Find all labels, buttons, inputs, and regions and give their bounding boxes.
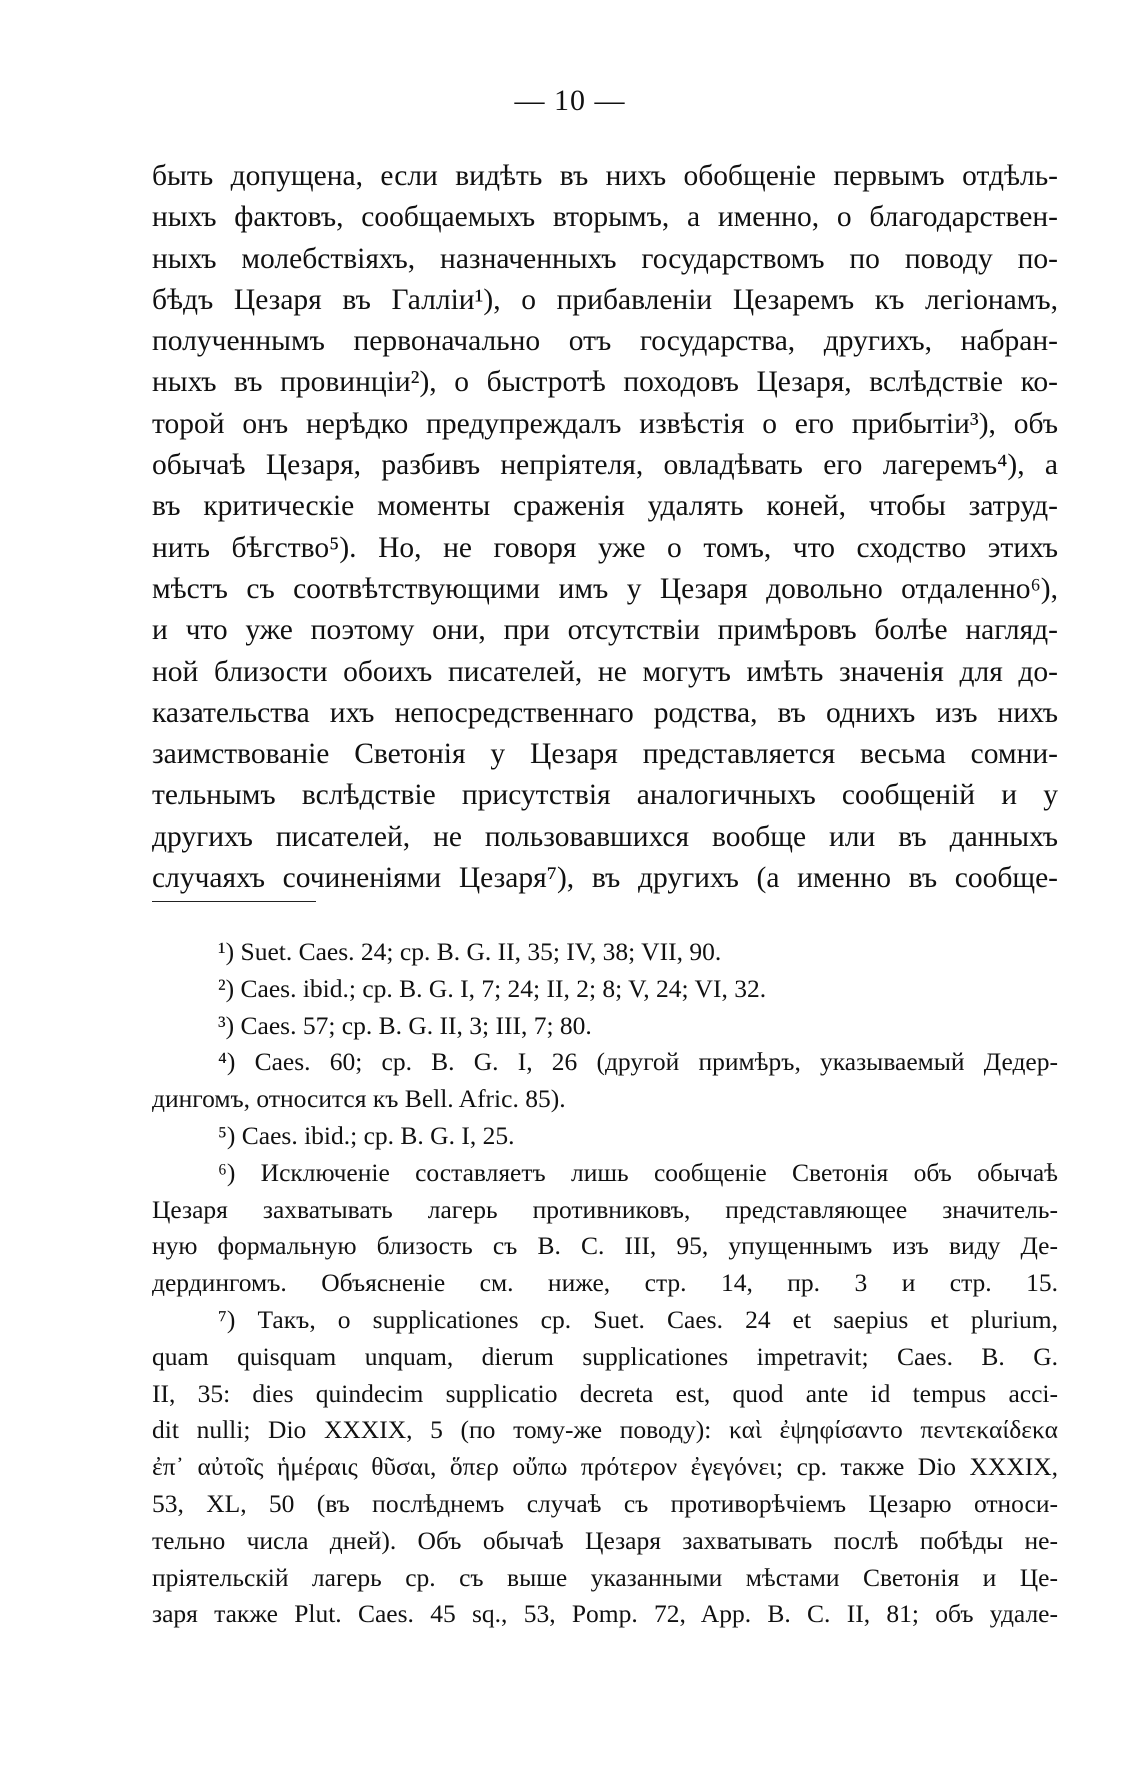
footnote-line: ную формальную близость съ B. C. III, 95, упущеннымъ изъ виду Де- — [152, 1231, 1058, 1261]
footnote-line: ⁶) Исключеніе составляетъ лишь сообщеніе Светонія объ обычаѣ — [218, 1157, 1058, 1187]
footnotes — [152, 934, 1058, 1633]
body-line: заимствованіе Светонія у Цезаря представляется весьма сомни- — [152, 738, 1058, 771]
footnote-line: заря также Plut. Caes. 45 sq., 53, Pomp. 72, App. B. C. II, 81; объ удале- — [152, 1599, 1058, 1629]
body-line: случаяхъ сочиненіями Цезаря⁷), въ другихъ (а именно въ сообще- — [152, 862, 1058, 895]
footnote-line: тельно числа дней). Объ обычаѣ Цезаря захватывать послѣ побѣды не- — [152, 1525, 1058, 1555]
body-line: мѣстъ съ соотвѣтствующими имъ у Цезаря довольно отдаленно⁶), — [152, 572, 1058, 605]
footnote-line: ¹) Suet. Caes. 24; cp. B. G. II, 35; IV, 38; VII, 90. — [218, 937, 722, 966]
footnote-line: ⁵) Caes. ibid.; cp. B. G. I, 25. — [218, 1120, 515, 1150]
body-line: быть допущена, если видѣть въ нихъ обобщеніе первымъ отдѣль- — [152, 160, 1058, 192]
body-line: другихъ писателей, не пользовавшихся вообще или въ данныхъ — [152, 820, 1058, 853]
footnote-line: ⁴) Caes. 60; cp. B. G. I, 26 (другой примѣръ, указываемый Дедер- — [218, 1047, 1058, 1077]
body-line: полученнымъ первоначально отъ государства, другихъ, набран- — [152, 325, 1058, 358]
body-line: казательства ихъ непосредственнаго родства, въ однихъ изъ нихъ — [152, 696, 1058, 729]
page-number-header: — 10 — — [514, 84, 626, 117]
footnote-line: ²) Caes. ibid.; cp. B. G. I, 7; 24; II, 2; 8; V, 24; VI, 32. — [218, 973, 767, 1003]
footnote-line: ⁷) Такъ, о supplicationes cp. Suet. Caes. 24 et saepius et plurium, — [218, 1304, 1058, 1334]
main-text — [152, 156, 1058, 899]
body-line: ной близости обоихъ писателей, не могутъ имѣть значенія для до- — [152, 655, 1058, 688]
footnote-line: quam quisquam unquam, dierum supplicationes impetravit; Caes. B. G. — [152, 1341, 1058, 1371]
footnote-line: 53, XL, 50 (въ послѣднемъ случаѣ съ противорѣчіемъ Цезарю относи- — [152, 1488, 1058, 1518]
body-line: обычаѣ Цезаря, разбивъ непріятеля, овладѣвать его лагеремъ⁴), а — [152, 449, 1058, 482]
body-line: ныхъ фактовъ, сообщаемыхъ вторымъ, а именно, о благодарствен- — [152, 201, 1058, 234]
footnote-line: дердингомъ. Объясненіе см. ниже, стр. 14, пр. 3 и стр. 15. — [152, 1268, 1058, 1298]
body-line: и что уже поэтому они, при отсутствіи примѣровъ болѣе нагляд- — [152, 614, 1058, 647]
body-line: бѣдъ Цезаря въ Галліи¹), о прибавленіи Цезаремъ къ легіонамъ, — [152, 283, 1058, 316]
footnote-separator — [152, 901, 316, 902]
body-line: въ критическіе моменты сраженія удалять коней, чтобы затруд- — [152, 490, 1058, 523]
body-line: торой онъ нерѣдко предупреждалъ извѣстія о его прибытіи³), объ — [152, 407, 1058, 440]
body-line: ныхъ молебствіяхъ, назначенныхъ государствомъ по поводу по- — [152, 242, 1058, 275]
footnote-line: дингомъ, относится къ Bell. Afric. 85). — [152, 1084, 566, 1114]
footnote-line: пріятельскій лагерь cp. съ выше указанными мѣстами Светонія и Це- — [152, 1562, 1058, 1592]
footnote-line: dit nulli; Dio XXXIX, 5 (по тому-же поводу): καὶ ἐψηφίσαντο πεντεκαίδεκα — [152, 1415, 1058, 1445]
body-line: тельнымъ вслѣдствіе присутствія аналогичныхъ сообщеній и у — [152, 779, 1058, 812]
footnote-line: Цезаря захватывать лагерь противниковъ, представляющее значитель- — [152, 1194, 1058, 1224]
footnote-line: ἐπ᾽ αὐτοῖς ἡμέραις θῦσαι, ὅπερ οὔπω πρότερον ἐγεγόνει; cp. также Dio XXXIX, — [152, 1452, 1058, 1482]
footnote-line: ³) Caes. 57; cp. B. G. II, 3; III, 7; 80. — [218, 1010, 592, 1040]
body-line: нить бѣгство⁵). Но, не говоря уже о томъ, что сходство этихъ — [152, 531, 1058, 564]
body-line: ныхъ въ провинціи²), о быстротѣ походовъ Цезаря, вслѣдствіе ко- — [152, 366, 1058, 399]
footnote-line: II, 35: dies quindecim supplicatio decreta est, quod ante id tempus acci- — [152, 1378, 1058, 1408]
